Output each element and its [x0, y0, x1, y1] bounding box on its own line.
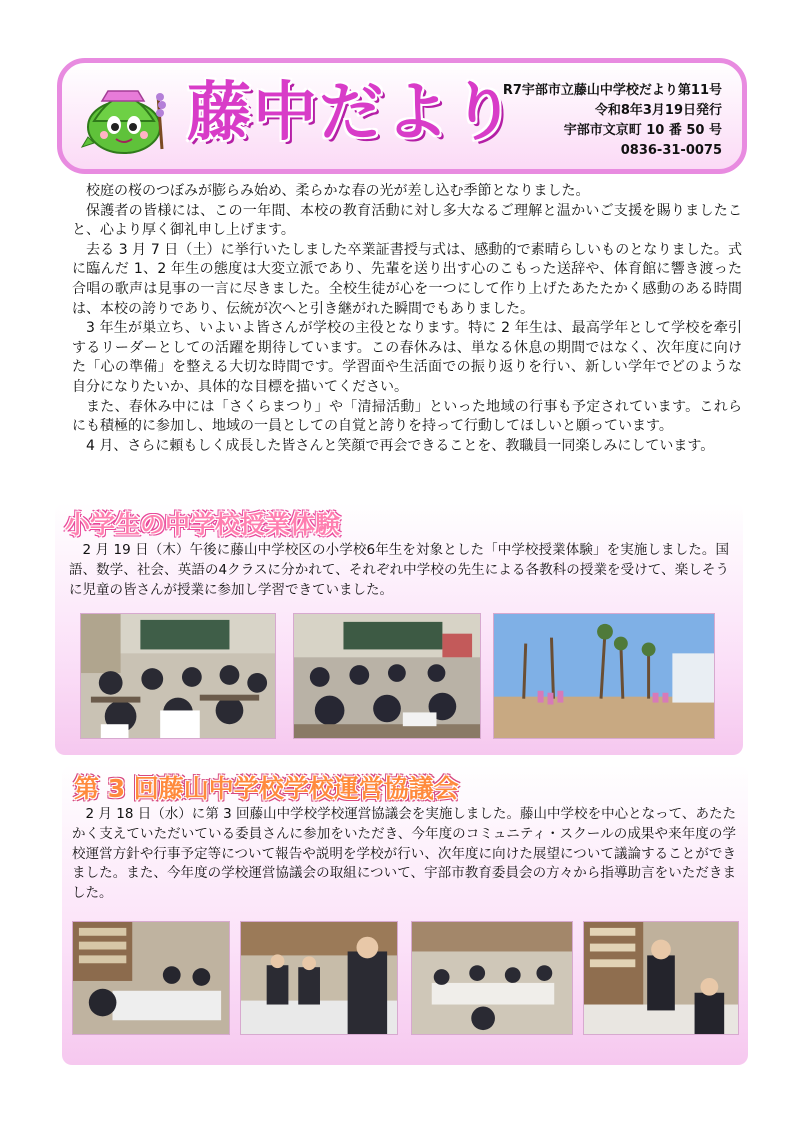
intro-paragraph: 3 年生が巣立ち、いよいよ皆さんが学校の主役となります。特に 2 年生は、最高学年として学校を牽引するリーダーとしての活躍を期待しています。この春休みは、単なる休息の期間ではなく、次年度に向けた「心の準備」を整える大切な時間です。学習面や生活面での振り返りを行い、新しい学年でどのような自分になりたいか、具体的な目標を描いてください。: [72, 320, 742, 395]
intro-paragraph: 校庭の桜のつぼみが膨らみ始め、柔らかな春の光が差し込む季節となりました。: [86, 183, 590, 199]
issue-info: [503, 81, 722, 161]
section-body: [72, 805, 736, 904]
issue-number: R7宇部市立藤山中学校だより第11号: [502, 83, 722, 98]
newsletter-title: 藤中だより: [187, 76, 517, 150]
section-title: 第 3 回藤山中学校学校運営協議会: [74, 774, 459, 803]
meeting-photo: [72, 921, 230, 1035]
meeting-photo: [411, 921, 573, 1035]
meeting-photo: [583, 921, 739, 1035]
classroom-photo: [293, 613, 481, 739]
schoolyard-photo: [493, 613, 715, 739]
intro-paragraph: 4 月、さらに頼もしく成長した皆さんと笑顔で再会できることを、教職員一同楽しみにしています。: [86, 437, 715, 454]
section-title: 小学生の中学校授業体験: [65, 510, 341, 539]
intro-paragraph: 保護者の皆様には、この一年間、本校の教育活動に対し多大なるご理解と温かいご支援を賜りましたこと、心より厚く御礼申し上げます。: [72, 202, 742, 239]
intro-message: [72, 182, 742, 456]
school-phone: 0836-31-0075: [620, 143, 722, 158]
section-paragraph: 2 月 18 日（水）に第 3 回藤山中学校学校運営協議会を実施しました。藤山中学校を中心となって、あたたかく支えていただいている委員さんに参加をいただき、今年度のコミュニティ・スクールの成果や来年度の学校運営方針や行事予定等について報告や説明を学校が行い、次年度に向けた展望について議論することができました。また、今年度の学校運営協議会の取組について、宇部市教育委員会の方々から指導助言をいただきました。: [72, 806, 736, 902]
section-body: [69, 541, 729, 600]
header-banner: [57, 58, 747, 174]
section-school-council: [62, 765, 748, 1065]
section-paragraph: 2 月 19 日（木）午後に藤山中学校区の小学校6年生を対象とした「中学校授業体験」を実施しました。国語、数学、社会、英語の4クラスに分かれて、それぞれ中学校の先生による各教科の授業を受けて、楽しそうに児童の皆さんが授業に参加し学習できていました。: [69, 542, 729, 598]
section-elementary-class-experience: [55, 503, 743, 755]
intro-paragraph: 去る 3 月 7 日（土）に挙行いたしました卒業証書授与式は、感動的で素晴らしいものとなりました。式に臨んだ 1、2 年生の態度は大変立派であり、先輩を送り出す心のこもった送辞や、体育館に響き渡った合唱の歌声は見事の一言に尽きました。全校生徒が心を一つにして作り上げたあたたかく感動のある時間は、本校の誇りであり、伝統が次へと引き継がれた瞬間でもありました。: [72, 241, 742, 317]
intro-paragraph: また、春休み中には「さくらまつり」や「清掃活動」といった地域の行事も予定されています。これらにも積極的に参加し、地域の一員としての自覚と誇りを持って行動してほしいと願っています。: [72, 398, 742, 435]
mascot-character-icon: [80, 77, 172, 157]
issue-date: 令和8年3月19日発行: [594, 103, 722, 118]
school-address: 宇部市文京町 10 番 50 号: [563, 123, 722, 138]
meeting-photo: [240, 921, 398, 1035]
classroom-photo: [80, 613, 276, 739]
